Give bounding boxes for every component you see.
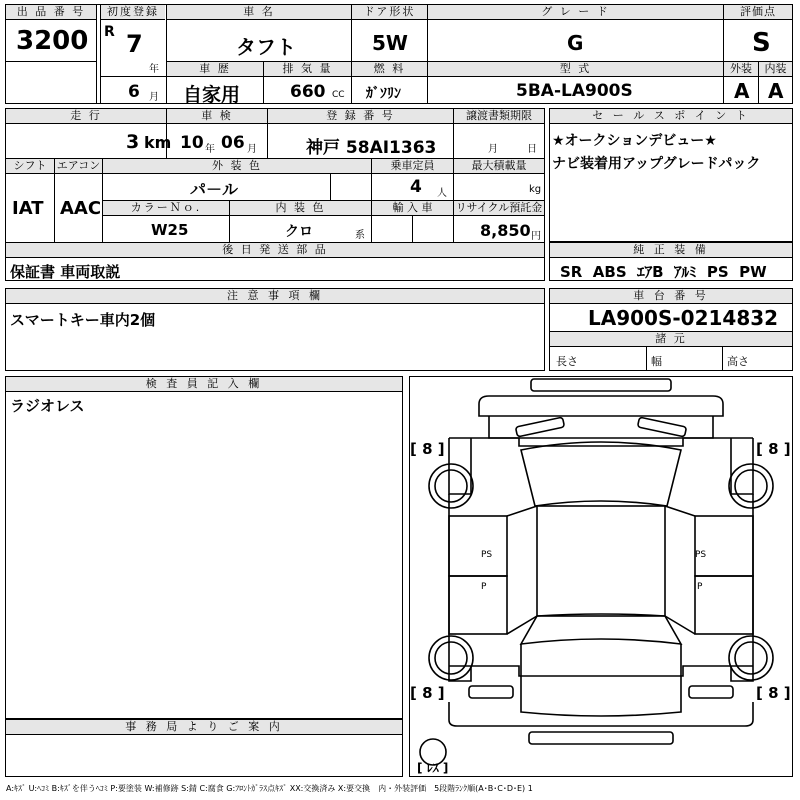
exterior-grade: A: [734, 79, 750, 103]
recycle-deposit-label: リサイクル預託金: [455, 201, 543, 214]
inspection-month-unit: 月: [247, 144, 257, 155]
later-parts: 保証書 車両取説: [10, 263, 121, 281]
displacement-label: 排 気 量: [264, 62, 351, 77]
exterior-color-label: 外 装 色: [103, 159, 371, 174]
max-load-unit: kg: [529, 184, 542, 195]
score-label: 評価点: [724, 5, 792, 20]
factory-equipment: SR ABS ｴｱB ｱﾙﾐ PS PW: [560, 263, 767, 281]
notes-label: 注 意 事 項 欄: [6, 289, 544, 304]
interior-grade-label: 内装: [759, 62, 792, 77]
inspection-year: 10: [180, 133, 204, 153]
mileage: 3: [126, 131, 140, 153]
damage-legend: A:ｷｽﾞ U:ﾍｺﾐ B:ｷｽﾞを伴うﾍｺﾐ P:要塗装 W:補修跡 S:錆 C:腐食 G:ﾌﾛﾝﾄｶﾞﾗｽ点ｷｽﾞ XX:交換済み X:要交換 内・外装評価 5段階ﾗﾝｸ順(A･B･C･D･E) 1: [6, 784, 533, 793]
chassis-label: 車 台 番 号: [550, 289, 792, 304]
grade-label: グ レ ー ド: [428, 5, 723, 20]
specs-label: 諸 元: [550, 332, 792, 347]
damage-mark-p-left: P: [481, 582, 487, 592]
inspection-month: 06: [221, 133, 245, 153]
aircon: AAC: [60, 198, 102, 219]
damage-mark-ps-left: PS: [481, 550, 493, 560]
shift: IAT: [12, 198, 44, 219]
color-number: W25: [151, 221, 189, 239]
history-label: 車 歴: [167, 62, 263, 77]
interior-grade: A: [768, 79, 784, 103]
door-type: 5W: [372, 31, 408, 55]
history: 自家用: [183, 84, 241, 106]
aircon-label: エアコン: [56, 159, 101, 172]
inspector-notes-label: 検 査 員 記 入 欄: [6, 377, 402, 392]
width-label: 幅: [651, 355, 662, 368]
capacity-label: 乗車定員: [372, 159, 453, 174]
damage-mark-ps-right: PS: [695, 550, 707, 560]
length-label: 長さ: [556, 355, 578, 368]
transfer-day: 日: [527, 144, 537, 155]
model-label: 型 式: [428, 62, 723, 77]
sales-points-label: セ ー ル ス ポ イ ン ト: [550, 109, 792, 124]
displacement-unit: CC: [332, 90, 345, 100]
office-info-label: 事 務 局 よ り ご 案 内: [6, 720, 402, 735]
exterior-grade-label: 外装: [724, 62, 758, 77]
exterior-color: パ－ル: [190, 180, 239, 199]
chassis-number: LA900S-0214832: [588, 306, 779, 330]
displacement: 660: [290, 82, 326, 102]
inspector-notes-panel: [5, 376, 403, 719]
spare-tire-status: [ ﾚｽ ]: [417, 761, 449, 775]
mileage-unit: km: [144, 133, 172, 152]
transfer-month: 月: [488, 144, 498, 155]
mileage-label: 走 行: [6, 109, 166, 124]
fuel-label: 燃 料: [352, 62, 427, 77]
fuel: ｶﾞｿﾘﾝ: [366, 86, 401, 102]
interior-color-label: 内 装 色: [230, 201, 371, 216]
lot-label: 出 品 番 号: [6, 5, 96, 20]
later-parts-label: 後 日 発 送 部 品: [6, 243, 544, 258]
capacity: 4: [410, 177, 422, 197]
interior-color: クロ: [285, 224, 313, 240]
factory-equipment-label: 純 正 装 備: [550, 243, 792, 258]
sales-point-2: ナビ装着用アップグレードパック: [552, 156, 761, 172]
inspection-label: 車 検: [167, 109, 267, 124]
car-name-label: 車 名: [167, 5, 351, 20]
capacity-unit: 人: [437, 188, 447, 199]
lot-number: 3200: [16, 26, 89, 56]
import-label: 輸 入 車: [372, 201, 453, 216]
recycle-unit: 円: [531, 231, 541, 242]
damage-mark-p-right: P: [697, 582, 703, 592]
tire-front-right-tread: [ 8 ]: [756, 440, 791, 458]
color-number-label: カラーＮｏ.: [103, 201, 229, 216]
first-reg-year: 7: [126, 30, 143, 58]
sales-points-panel: [549, 108, 793, 242]
car-body-diagram: [409, 376, 793, 777]
year-unit: 年: [149, 64, 159, 75]
sales-point-1: ★オークションデビュー★: [552, 133, 717, 149]
tire-rear-right-tread: [ 8 ]: [756, 684, 791, 702]
registration-label: 登 録 番 号: [268, 109, 453, 124]
inspection-year-unit: 年: [205, 144, 215, 155]
max-load-label: 最大積載量: [454, 159, 544, 174]
inspector-notes-text: ラジオレス: [10, 397, 85, 415]
month-unit: 月: [149, 92, 159, 103]
first-registration-label: 初度登録: [101, 5, 165, 20]
tire-front-left-tread: [ 8 ]: [410, 440, 445, 458]
registration-number: 神戸 58AⅠ1363: [306, 138, 437, 158]
car-name: タフト: [236, 35, 296, 59]
door-type-label: ドア形状: [352, 5, 427, 20]
recycle-deposit: 8,850: [480, 221, 531, 240]
score: S: [752, 28, 771, 58]
tire-rear-left-tread: [ 8 ]: [410, 684, 445, 702]
transfer-deadline-label: 譲渡書類期限: [454, 109, 544, 124]
grade: G: [567, 31, 584, 55]
shift-label: シフト: [6, 159, 54, 174]
height-label: 高さ: [727, 355, 749, 368]
model-code: 5BA-LA900S: [516, 81, 633, 101]
notes-text: スマートキー車内2個: [10, 311, 156, 329]
era: R: [104, 24, 115, 40]
interior-color-unit: 系: [355, 230, 365, 241]
first-reg-month: 6: [128, 82, 140, 102]
